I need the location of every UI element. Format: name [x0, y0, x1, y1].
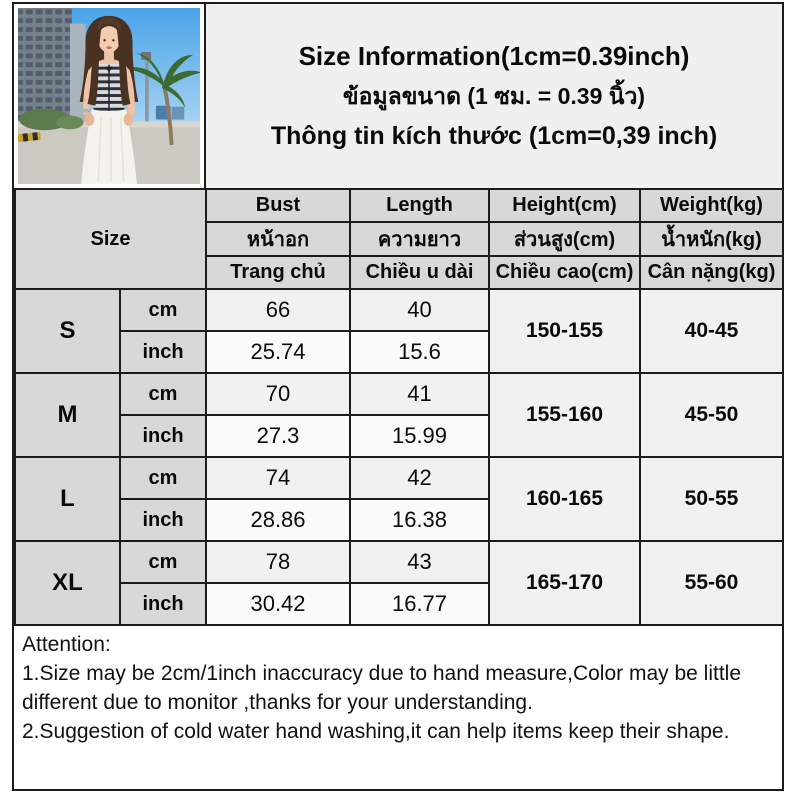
col-height-vi: Chiều cao(cm): [489, 256, 640, 289]
product-photo-illustration: [18, 8, 200, 184]
l-weight-range: 50-55: [640, 457, 783, 541]
unit-cm-label: cm: [120, 541, 206, 583]
col-weight-th: น้ำหนัก(kg): [640, 222, 783, 256]
building-highrise: [18, 8, 72, 125]
unit-inch-label: inch: [120, 331, 206, 373]
title-th: ข้อมูลขนาด (1 ซม. = 0.39 นิ้ว): [342, 83, 646, 109]
xl-length-cm: 43: [350, 541, 489, 583]
attention-note-2: 2.Suggestion of cold water hand washing,it can help items keep their shape.: [22, 720, 730, 743]
unit-cm-label: cm: [120, 457, 206, 499]
m-length-cm: 41: [350, 373, 489, 415]
s-weight-range: 40-45: [640, 289, 783, 373]
unit-inch-label: inch: [120, 499, 206, 541]
col-bust-vi: Trang chủ: [206, 256, 350, 289]
model: [80, 16, 139, 184]
s-bust-inch: 25.74: [206, 331, 350, 373]
m-length-inch: 15.99: [350, 415, 489, 457]
s-length-cm: 40: [350, 289, 489, 331]
size-m-cell: M: [15, 373, 120, 457]
unit-inch-label: inch: [120, 583, 206, 625]
l-bust-cm: 74: [206, 457, 350, 499]
m-bust-cm: 70: [206, 373, 350, 415]
street-pole: [145, 59, 148, 122]
model-lips: [106, 46, 111, 49]
row-m-cm: [15, 373, 783, 415]
xl-bust-cm: 78: [206, 541, 350, 583]
size-s-cell: S: [15, 289, 120, 373]
s-length-inch: 15.6: [350, 331, 489, 373]
attention-note-1: 1.Size may be 2cm/1inch inaccuracy due to hand measure,Color may be little different due to monitor ,thanks for your understanding.: [22, 662, 742, 714]
s-bust-cm: 66: [206, 289, 350, 331]
unit-cm-label: cm: [120, 289, 206, 331]
col-length-th: ความยาว: [350, 222, 489, 256]
m-weight-range: 45-50: [640, 373, 783, 457]
row-s-cm: [15, 289, 783, 331]
title-vi: Thông tin kích thước (1cm=0,39 inch): [270, 122, 718, 150]
xl-height-range: 165-170: [489, 541, 640, 625]
size-l-cell: L: [15, 457, 120, 541]
model-right-hand: [124, 113, 134, 126]
col-height-en: Height(cm): [489, 189, 640, 222]
size-chart-frame: [12, 2, 784, 791]
col-height-th: ส่วนสูง(cm): [489, 222, 640, 256]
col-length-en: Length: [350, 189, 489, 222]
l-length-inch: 16.38: [350, 499, 489, 541]
xl-bust-inch: 30.42: [206, 583, 350, 625]
col-bust-th: หน้าอก: [206, 222, 350, 256]
attention-notes: [14, 626, 782, 789]
unit-inch-label: inch: [120, 415, 206, 457]
title-en: Size Information(1cm=0.39inch): [298, 41, 690, 71]
attention-heading: Attention:: [22, 633, 111, 656]
unit-cm-label: cm: [120, 373, 206, 415]
model-left-hand: [85, 113, 95, 126]
blue-bin: [172, 107, 185, 120]
size-xl-cell: XL: [15, 541, 120, 625]
xl-weight-range: 55-60: [640, 541, 783, 625]
col-length-vi: Chiều u dài: [350, 256, 489, 289]
model-eye: [103, 39, 105, 41]
l-length-cm: 42: [350, 457, 489, 499]
col-weight-en: Weight(kg): [640, 189, 783, 222]
l-height-range: 160-165: [489, 457, 640, 541]
m-bust-inch: 27.3: [206, 415, 350, 457]
title-block: [206, 4, 782, 188]
tree-foliage: [56, 116, 83, 130]
header-row-en: [15, 189, 783, 222]
row-xl-cm: [15, 541, 783, 583]
col-bust-en: Bust: [206, 189, 350, 222]
wrist-watch: [82, 109, 90, 113]
xl-length-inch: 16.77: [350, 583, 489, 625]
s-height-range: 150-155: [489, 289, 640, 373]
product-photo: [14, 4, 206, 188]
l-bust-inch: 28.86: [206, 499, 350, 541]
row-l-cm: [15, 457, 783, 499]
col-weight-vi: Cân nặng(kg): [640, 256, 783, 289]
size-header-cell: Size: [15, 189, 206, 289]
size-table: [14, 188, 784, 626]
model-eye: [112, 39, 114, 41]
m-height-range: 155-160: [489, 373, 640, 457]
top-row: [14, 4, 782, 188]
